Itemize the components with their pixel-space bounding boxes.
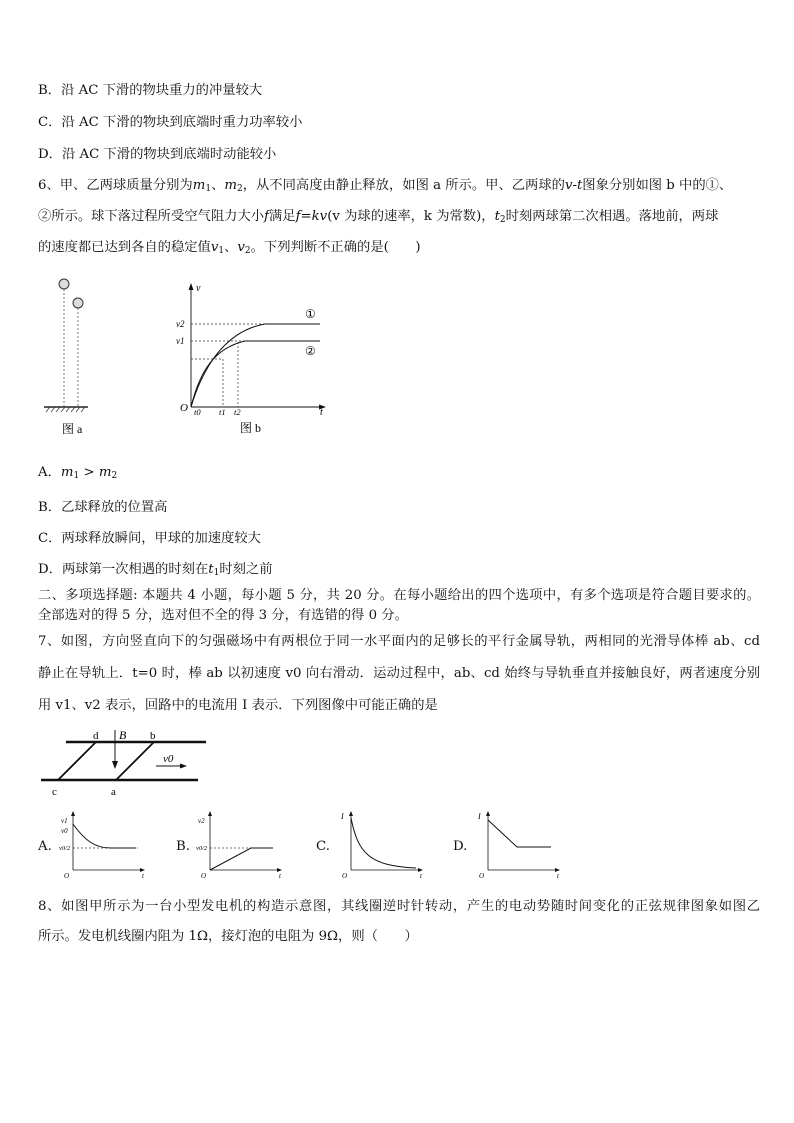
graph-c-curve — [351, 818, 416, 868]
t-axis-label: t — [320, 407, 323, 418]
q7-option-d-label: D. — [453, 839, 468, 854]
q7-line-2: 静止在导轨上．t=0 时，棒 ab 以初速度 v0 向右滑动．运动过程中，ab、cd 始终与导轨垂直并接触良好，两者速度分别 — [38, 666, 760, 681]
label-b: b — [150, 730, 156, 742]
v0-label: v0 — [163, 753, 174, 765]
q7-option-c-label: C. — [316, 839, 330, 854]
prev-option-d: D．沿 AC 下滑的物块到底端时动能较小 — [38, 147, 277, 162]
graph-d-t: t — [557, 872, 559, 880]
tick-t0: t0 — [194, 407, 201, 417]
label-c: c — [52, 786, 57, 798]
q6-line-3: 的速度都已达到各自的稳定值$v_1$、$v_2$。下列判断不正确的是( ) — [38, 240, 421, 256]
prev-option-b: B．沿 AC 下滑的物块重力的冲量较大 — [38, 83, 263, 98]
curve-2 — [191, 341, 320, 407]
graph-b-curve — [210, 848, 273, 870]
figure-a-caption: 图 a — [62, 422, 83, 436]
graph-a-t: t — [142, 872, 144, 880]
graph-b-t: t — [279, 872, 281, 880]
curve-1 — [191, 324, 320, 407]
section-2-line-2: 全部选对的得 5 分，选对但不全的得 3 分，有选错的得 0 分。 — [38, 608, 408, 623]
tick-t2: t2 — [234, 407, 241, 417]
q7-graph-b — [193, 808, 285, 880]
figure-a — [40, 272, 100, 442]
rod-ab — [116, 742, 154, 780]
q6-option-d: D．两球第一次相遇的时刻在$t_1$时刻之前 — [38, 562, 273, 578]
v-axis-label: v — [196, 283, 201, 294]
figure-b — [170, 280, 335, 440]
label-a: a — [111, 786, 116, 798]
graph-b-v2: v2 — [198, 817, 205, 825]
prev-option-c: C．沿 AC 下滑的物块到底端时重力功率较小 — [38, 115, 303, 130]
q7-line-1: 7、如图，方向竖直向下的匀强磁场中有两根位于同一水平面内的足够长的平行金属导轨，两相同的光滑导体棒 ab、cd — [38, 634, 760, 649]
tick-t1: t1 — [219, 407, 226, 417]
graph-d-i: I — [478, 812, 481, 821]
q6-option-c: C．两球释放瞬间，甲球的加速度较大 — [38, 531, 261, 546]
graph-c-t: t — [420, 872, 422, 880]
q8-line-1: 8、如图甲所示为一台小型发电机的构造示意图，其线圈逆时针转动，产生的电动势随时间变化的正弦规律图象如图乙 — [38, 899, 760, 914]
curve-1-label: ① — [305, 307, 316, 321]
tick-v2: v2 — [176, 319, 185, 329]
q7-graph-d — [471, 808, 563, 880]
graph-d-origin: O — [479, 872, 485, 880]
q7-line-3: 用 v1、v2 表示，回路中的电流用 I 表示．下列图像中可能正确的是 — [38, 698, 438, 713]
q8-line-2: 所示。发电机线圈内阻为 1Ω，接灯泡的电阻为 9Ω，则（ ） — [38, 929, 418, 944]
rails-figure — [38, 727, 208, 799]
graph-a-v1: v1 — [61, 817, 68, 825]
origin-label: O — [180, 402, 188, 414]
field-b-label: B — [119, 728, 127, 742]
graph-d-curve — [488, 820, 551, 847]
graph-a-v0-half: v0/2 — [59, 845, 71, 852]
q6-option-b: B．乙球释放的位置高 — [38, 500, 168, 515]
ball-yi — [73, 298, 83, 308]
curve-2-label: ② — [305, 344, 316, 358]
graph-a-curve — [73, 824, 136, 848]
q7-graph-a — [56, 808, 148, 880]
q7-option-a-label: A. — [38, 839, 52, 854]
graph-a-origin: O — [64, 872, 70, 880]
graph-b-v0-half: v0/2 — [196, 845, 208, 852]
graph-c-i: I — [341, 812, 344, 821]
ball-jia — [59, 279, 69, 289]
q7-graph-c — [334, 808, 426, 880]
graph-a-v0: v0 — [61, 827, 68, 835]
figure-b-caption: 图 b — [240, 421, 262, 435]
q6-line-2: ②所示。球下落过程所受空气阻力大小f满足f=kv(v 为球的速率，k 为常数)，$t_2$时刻两球第二次相遇。落地前，两球 — [38, 209, 719, 225]
tick-v1: v1 — [176, 336, 185, 346]
graph-c-origin: O — [342, 872, 348, 880]
label-d: d — [93, 730, 99, 742]
q7-option-b-label: B. — [176, 839, 190, 854]
q6-option-a: A．$m_1 > m_2$ — [38, 465, 118, 481]
q6-line-1: 6、甲、乙两球质量分别为$m_1$、$m_2$，从不同高度由静止释放，如图 a 所示。甲、乙两球的v-t图象分别如图 b 中的①、 — [38, 178, 733, 194]
graph-b-origin: O — [201, 872, 207, 880]
section-2-line-1: 二、多项选择题: 本题共 4 小题，每小题 5 分，共 20 分。在每小题给出的四个选项中，有多个选项是符合题目要求的。 — [38, 588, 760, 603]
rod-cd — [58, 742, 96, 780]
